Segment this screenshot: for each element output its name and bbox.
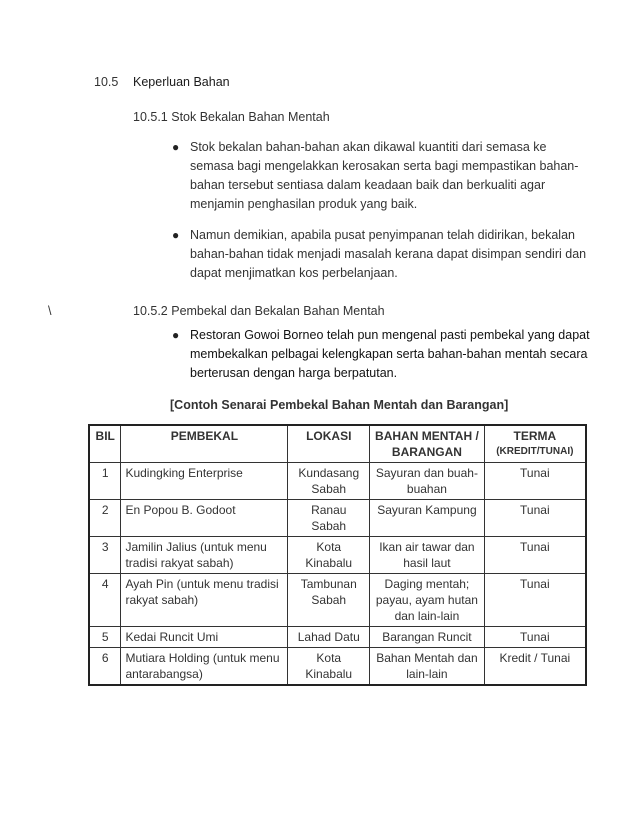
stray-backslash-mark: \	[48, 304, 52, 318]
cell-terma: Tunai	[484, 537, 586, 574]
cell-bil: 3	[89, 537, 121, 574]
cell-terma: Tunai	[484, 500, 586, 537]
cell-pembekal: Jamilin Jalius (untuk menu tradisi rakyat sabah)	[121, 537, 288, 574]
bullet-text: Stok bekalan bahan-bahan akan dikawal kuantiti dari semasa ke semasa bagi mengelakkan kerosakan serta bagi mempastikan bahan-bahan tersebut sentiasa dalam keadaan baik dan berkualiti agar menjamin penghasilan produk yang baik.	[190, 140, 579, 211]
cell-bahan: Ikan air tawar dan hasil laut	[370, 537, 485, 574]
table-row	[89, 463, 586, 500]
header-bil: BIL	[89, 425, 121, 463]
table-caption: [Contoh Senarai Pembekal Bahan Mentah dan Barangan]	[170, 398, 509, 412]
cell-bahan: Sayuran Kampung	[370, 500, 485, 537]
cell-lokasi: Tambunan Sabah	[288, 574, 370, 627]
bullet-text: Restoran Gowoi Borneo telah pun mengenal pasti pembekal yang dapat membekalkan pelbagai kelengkapan serta bahan-bahan mentah secara berterusan dengan harga berpatutan.	[190, 328, 590, 380]
bullet-text: Namun demikian, apabila pusat penyimpanan telah didirikan, bekalan bahan-bahan tidak menjadi masalah kerana dapat disimpan sendiri dan dapat menjimatkan kos perbelanjaan.	[190, 228, 587, 280]
section-title: Keperluan Bahan	[133, 75, 230, 89]
cell-terma: Tunai	[484, 574, 586, 627]
table-row	[89, 627, 586, 648]
cell-bil: 1	[89, 463, 121, 500]
cell-bahan: Sayuran dan buah-buahan	[370, 463, 485, 500]
cell-terma: Tunai	[484, 463, 586, 500]
section-number: 10.5	[94, 75, 119, 89]
bullet-item	[170, 226, 590, 283]
table-row	[89, 574, 586, 627]
supplier-table	[88, 424, 587, 686]
header-terma-label: TERMA	[513, 429, 557, 443]
cell-lokasi: Lahad Datu	[288, 627, 370, 648]
cell-bil: 5	[89, 627, 121, 648]
bullet-icon: ●	[172, 328, 180, 342]
cell-lokasi: Kundasang Sabah	[288, 463, 370, 500]
subsection-2-bullet-list	[170, 326, 590, 383]
cell-pembekal: Kedai Runcit Umi	[121, 627, 288, 648]
header-lokasi: LOKASI	[288, 425, 370, 463]
cell-pembekal: Ayah Pin (untuk menu tradisi rakyat sabah)	[121, 574, 288, 627]
cell-bil: 2	[89, 500, 121, 537]
table-header-row	[89, 425, 586, 463]
table-row	[89, 537, 586, 574]
cell-terma: Tunai	[484, 627, 586, 648]
header-bahan: BAHAN MENTAH / BARANGAN	[370, 425, 485, 463]
cell-pembekal: Mutiara Holding (untuk menu antarabangsa)	[121, 648, 288, 686]
cell-bil: 6	[89, 648, 121, 686]
bullet-icon: ●	[172, 140, 180, 154]
cell-bahan: Barangan Runcit	[370, 627, 485, 648]
header-terma-sub: (KREDIT/TUNAI)	[496, 446, 574, 457]
cell-terma: Kredit / Tunai	[484, 648, 586, 686]
bullet-item	[170, 326, 590, 383]
cell-lokasi: Kota Kinabalu	[288, 537, 370, 574]
cell-bahan: Bahan Mentah dan lain-lain	[370, 648, 485, 686]
cell-pembekal: En Popou B. Godoot	[121, 500, 288, 537]
cell-lokasi: Kota Kinabalu	[288, 648, 370, 686]
cell-lokasi: Ranau Sabah	[288, 500, 370, 537]
cell-bil: 4	[89, 574, 121, 627]
subsection-2-title: 10.5.2 Pembekal dan Bekalan Bahan Mentah	[133, 304, 385, 318]
subsection-1-bullet-list	[170, 138, 590, 295]
table-row	[89, 500, 586, 537]
header-pembekal: PEMBEKAL	[121, 425, 288, 463]
bullet-item	[170, 138, 590, 214]
cell-pembekal: Kudingking Enterprise	[121, 463, 288, 500]
subsection-1-title: 10.5.1 Stok Bekalan Bahan Mentah	[133, 110, 330, 124]
header-terma	[484, 425, 586, 463]
bullet-icon: ●	[172, 228, 180, 242]
table-row	[89, 648, 586, 686]
cell-bahan: Daging mentah; payau, ayam hutan dan lain-lain	[370, 574, 485, 627]
